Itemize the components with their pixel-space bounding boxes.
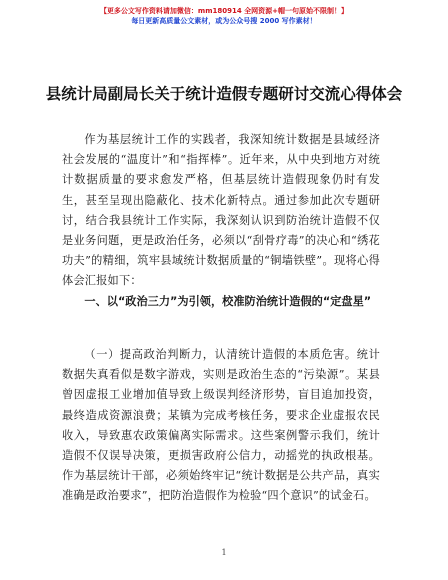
- section-heading-1: 一、以“政治三力”为引领，校准防治统计造假的“定盘星”: [84, 295, 372, 308]
- body-paragraph-2: （一）提高政治判断力，认清统计造假的本质危害。统计数据失真看似是数字游戏，实则是政治生态的“污染源”。某县曾因虚报工业增加值导致上级误判经济形势，盲目追加投资，最终造成资源浪费；某镇为完成考核任务，要求企业虚报农民收入，导致惠农政策偏离实际需求。这些案例警示我们，统计造假不仅误导决策，更损害政府公信力，动摇党的执政根基。作为基层统计干部，必须始终牢记“统计数据是公共产品，真实准确是政治要求”，把防治造假作为检验“四个意识”的试金石。: [62, 348, 380, 503]
- promo-banner-line-2: 每日更新高质量公文素材，或为公众号搜 2000 写作素材！: [131, 17, 317, 25]
- body-paragraph-1: 作为基层统计工作的实践者，我深知统计数据是县域经济社会发展的“温度计”和“指挥棒”。近年来，从中央到地方对统计数据质量的要求愈发严格，但基层统计造假现象仍时有发生，甚至呈现出隐蔽化、技术化新特点。通过参加此次专题研讨，结合我县统计工作实际，我深刻认识到防治统计造假不仅是业务问题，更是政治任务，必须以“刮骨疗毒”的决心和“绣花功夫”的精细，筑牢县域统计数据质量的“铜墙铁壁”。现将心得体会汇报如下：: [62, 133, 380, 288]
- document-title: 县统计局副局长关于统计造假专题研讨交流心得体会: [45, 85, 403, 103]
- promo-banner-line-1: 【更多公文写作资料请加微信：mm180914 全网资源+帽一句原始不限制！】: [99, 7, 349, 15]
- page-number: 1: [221, 548, 227, 557]
- promo-banner: [0, 6, 448, 26]
